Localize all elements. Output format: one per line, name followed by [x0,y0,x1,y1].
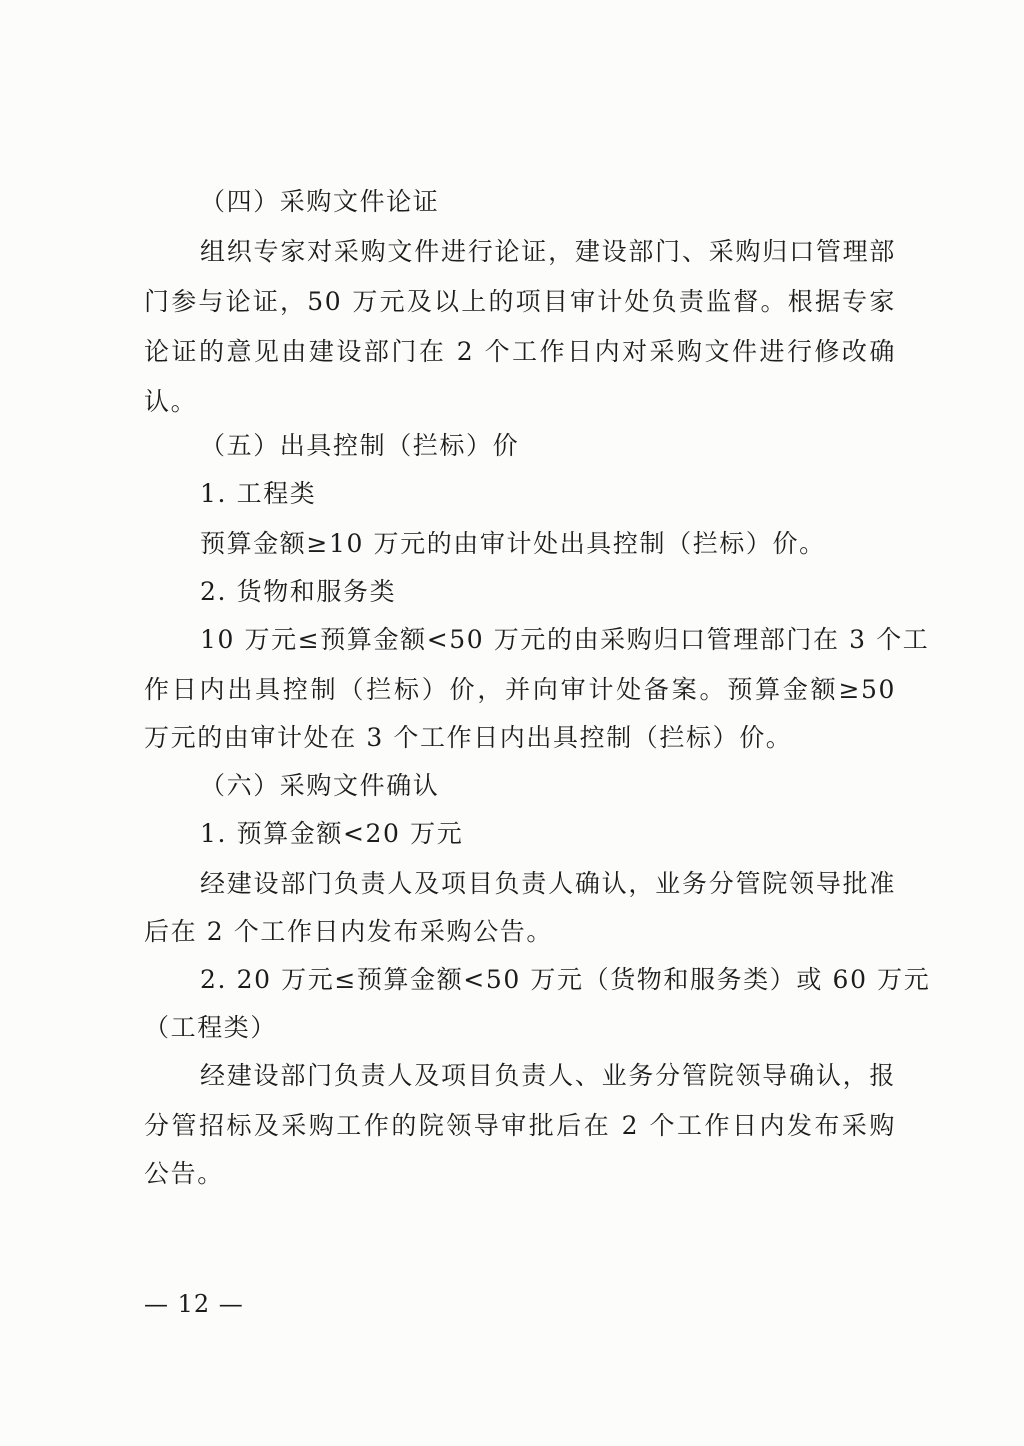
section-heading-5: （五）出具控制（拦标）价 [200,431,520,460]
paragraph-line: 作日内出具控制（拦标）价，并向审计处备案。预算金额≥50 [144,675,896,704]
paragraph-line: 后在 2 个工作日内发布采购公告。 [144,917,554,946]
paragraph-line: 经建设部门负责人及项目负责人确认，业务分管院领导批准 [200,869,896,898]
paragraph-line: 10 万元≤预算金额<50 万元的由采购归口管理部门在 3 个工 [200,625,930,654]
subheading: 1. 工程类 [200,479,317,508]
subheading: 2. 货物和服务类 [200,577,397,606]
paragraph-line: 论证的意见由建设部门在 2 个工作日内对采购文件进行修改确 [144,337,896,366]
paragraph-line: 公告。 [144,1159,224,1188]
paragraph-line: 认。 [144,387,198,416]
paragraph-line: 门参与论证，50 万元及以上的项目审计处负责监督。根据专家 [144,287,896,316]
paragraph-line: 分管招标及采购工作的院领导审批后在 2 个工作日内发布采购 [144,1111,896,1140]
paragraph-line: 组织专家对采购文件进行论证，建设部门、采购归口管理部 [200,237,896,266]
section-heading-4: （四）采购文件论证 [200,187,440,216]
section-heading-6: （六）采购文件确认 [200,771,440,800]
subheading: 1. 预算金额<20 万元 [200,819,464,848]
subheading-continuation: （工程类） [144,1013,278,1042]
paragraph-line: 预算金额≥10 万元的由审计处出具控制（拦标）价。 [200,529,826,558]
subheading: 2. 20 万元≤预算金额<50 万元（货物和服务类）或 60 万元 [200,965,931,994]
paragraph-line: 万元的由审计处在 3 个工作日内出具控制（拦标）价。 [144,723,793,752]
paragraph-line: 经建设部门负责人及项目负责人、业务分管院领导确认，报 [200,1061,896,1090]
page-number: — 12 — [144,1290,244,1318]
